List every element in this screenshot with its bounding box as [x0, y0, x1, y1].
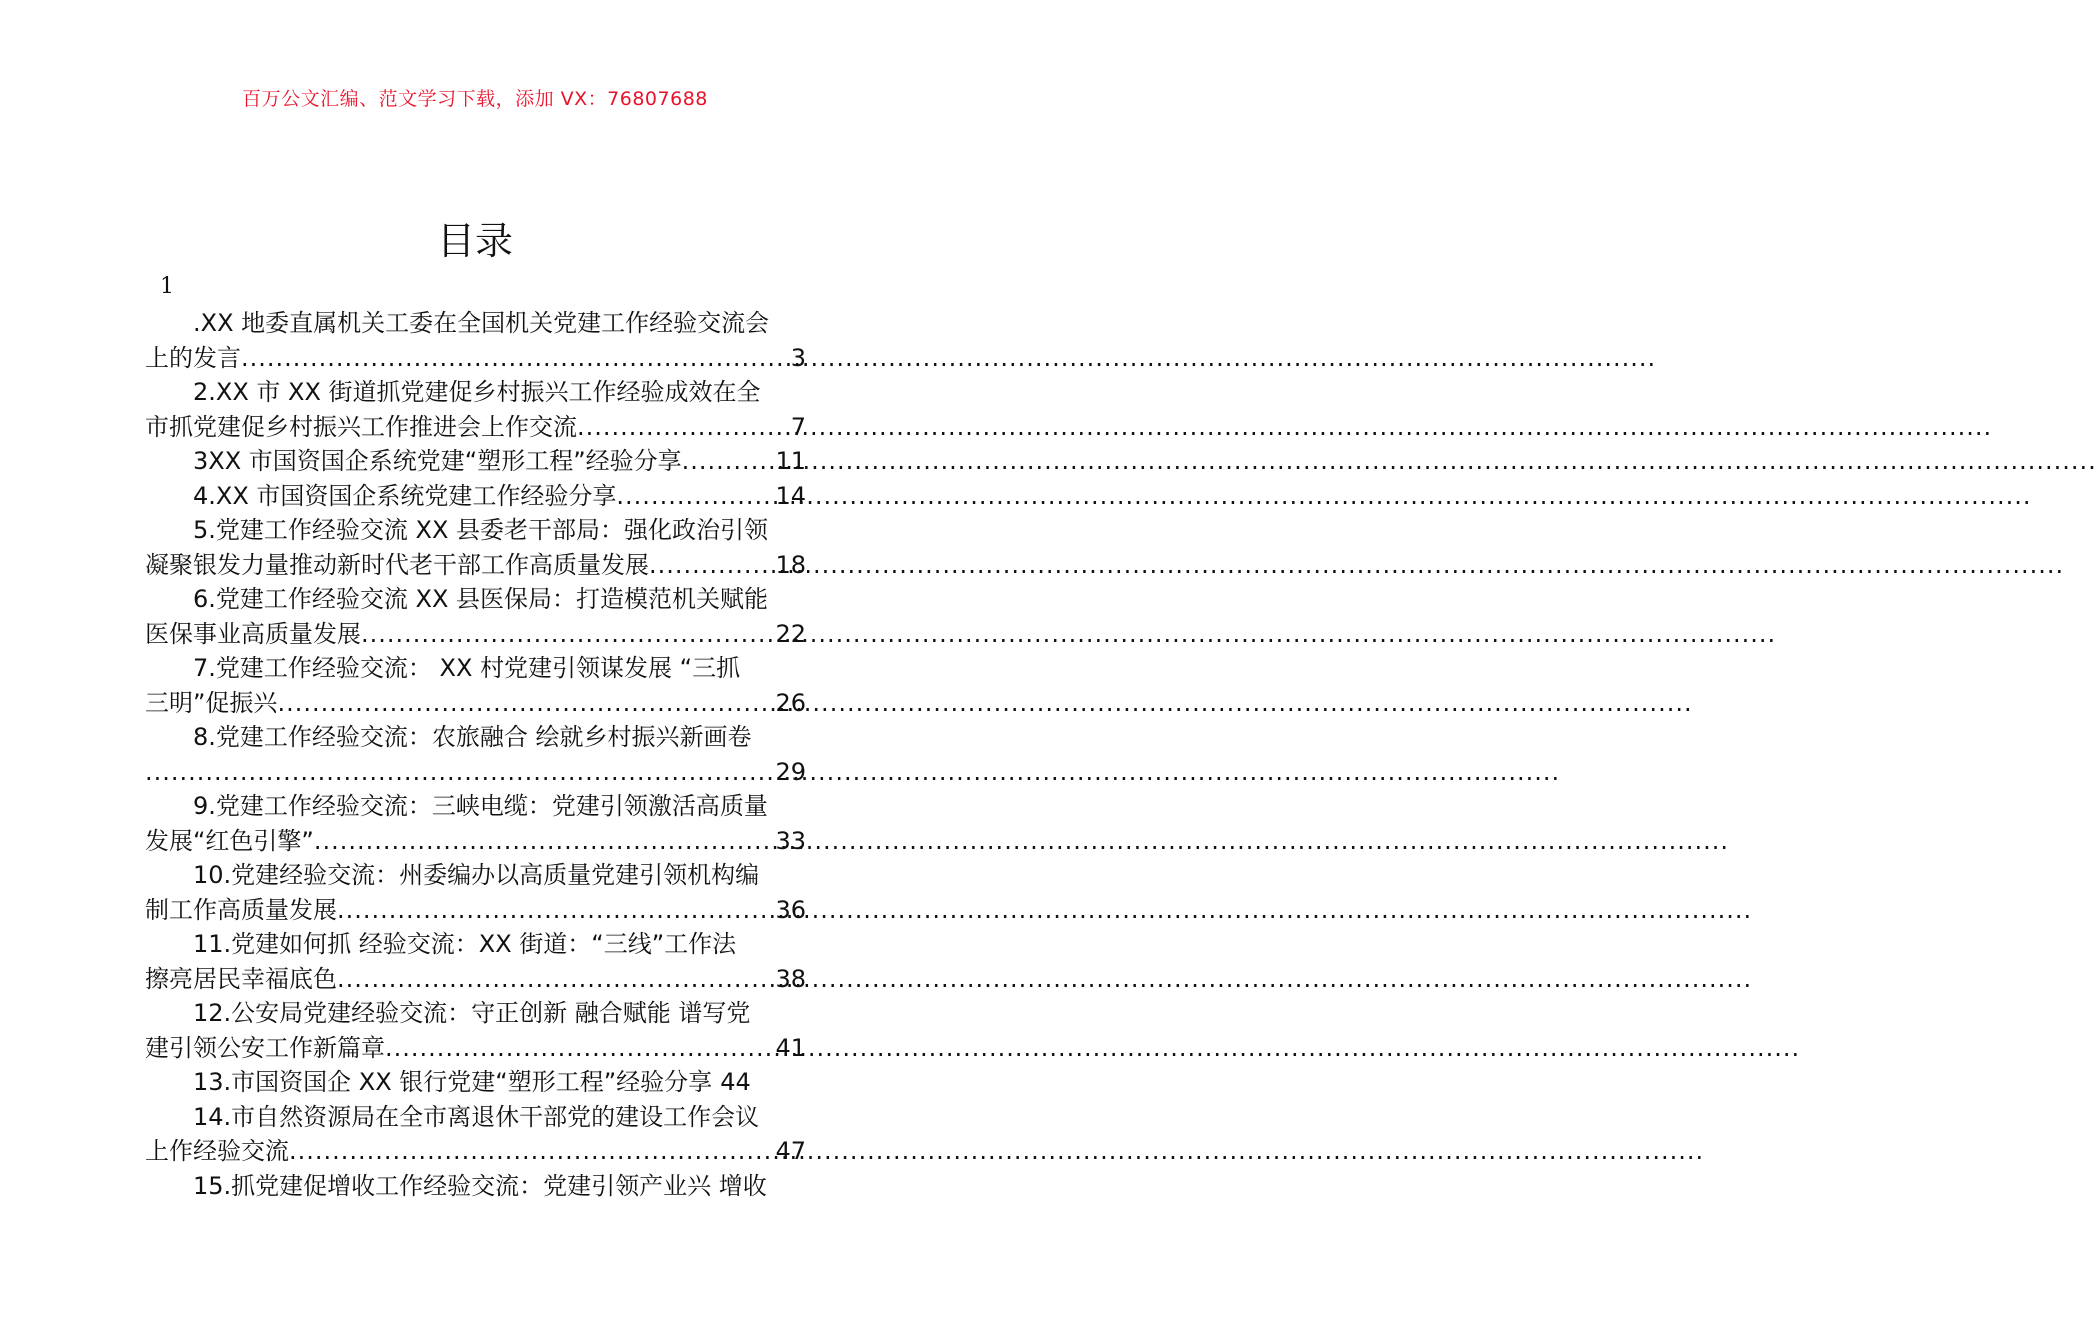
toc-leader-dots: [385, 1031, 773, 1066]
toc-page-number: 22: [775, 619, 806, 648]
toc-entry-line2: 市抓党建促乡村振兴工作推进会上作交流: [145, 412, 577, 441]
toc-leader-dots: [649, 548, 773, 583]
toc-entry-line2: 发展“红色引擎”: [145, 826, 314, 855]
toc-leader-dots: [361, 617, 773, 652]
toc-entry-line2: 3XX 市国资国企系统党建“塑形工程”经验分享: [193, 447, 682, 475]
toc-page-number: 44: [720, 1068, 751, 1096]
toc-leader-dots: [616, 479, 773, 514]
toc-entry-line1: 9.党建工作经验交流：三峡电缆：党建引领激活高质量: [193, 792, 768, 820]
toc-entry-line2: 医保事业高质量发展: [145, 619, 361, 648]
toc-page-number: 7: [790, 412, 806, 441]
toc-entry[interactable]: [145, 789, 806, 858]
toc-entry-line1: 10.党建经验交流：州委编办以高质量党建引领机构编: [193, 861, 760, 889]
toc-entry-line2: 擦亮居民幸福底色: [145, 964, 337, 993]
toc-page-number: 18: [775, 550, 806, 579]
toc-entry-line1: 7.党建工作经验交流： XX 村党建引领谋发展 “三抓: [193, 654, 741, 682]
toc-leader-dots: [337, 893, 773, 928]
toc-page-number: 33: [775, 826, 806, 855]
header-note: 百万公文汇编、范文学习下载，添加 VX：76807688: [242, 88, 708, 110]
toc-leader-dots: [337, 962, 773, 997]
toc-entry[interactable]: [145, 306, 806, 375]
toc-leader-dots: [289, 1134, 773, 1169]
toc-entry[interactable]: [145, 858, 806, 927]
toc-entry-line2: 凝聚银发力量推动新时代老干部工作高质量发展: [145, 550, 649, 579]
toc-entry-line2: 建引领公安工作新篇章: [145, 1033, 385, 1062]
toc-entry[interactable]: [145, 513, 806, 582]
toc-entry-line2: 三明”促振兴: [145, 688, 278, 717]
toc-page-number: 14: [775, 481, 806, 510]
toc-entry[interactable]: [145, 479, 806, 514]
toc-leader-dots: [682, 444, 774, 479]
toc-entry[interactable]: [145, 1169, 806, 1204]
toc-leader-dots: [241, 341, 789, 376]
toc-entry[interactable]: [145, 444, 806, 479]
page-title: 目录: [436, 219, 513, 263]
toc-page-number: 29: [775, 757, 806, 786]
toc-entry[interactable]: [145, 582, 806, 651]
toc-entry-line1: 14.市自然资源局在全市离退休干部党的建设工作会议: [193, 1102, 760, 1131]
toc-entry[interactable]: [145, 996, 806, 1065]
toc-page-number: 26: [775, 688, 806, 717]
toc-entry[interactable]: [145, 1065, 806, 1100]
toc-entry-line2: 4.XX 市国资国企系统党建工作经验分享: [193, 481, 617, 510]
toc-entry-line1: 2.XX 市 XX 街道抓党建促乡村振兴工作经验成效在全: [193, 378, 761, 406]
toc-page-number: 38: [775, 964, 806, 993]
toc-page-number: 47: [775, 1137, 806, 1165]
toc-entry[interactable]: [145, 651, 806, 720]
toc-leader-dots: [314, 824, 774, 859]
toc-entry[interactable]: [145, 375, 806, 444]
toc-leader-dots: [277, 686, 773, 721]
toc-entry-line2: 上作经验交流: [145, 1137, 289, 1165]
page-marker: 1: [160, 274, 174, 299]
toc-page-number: 3: [790, 343, 806, 372]
toc-entry-line1: 11.党建如何抓 经验交流：XX 街道：“三线”工作法: [193, 930, 737, 958]
toc-entry-line2: 制工作高质量发展: [145, 895, 337, 924]
toc-entry[interactable]: [145, 1100, 806, 1169]
toc-page-number: 36: [775, 895, 806, 924]
toc-entry-line1: 5.党建工作经验交流 XX 县委老干部局：强化政治引领: [193, 516, 769, 544]
toc-entry-line2: 13.市国资国企 XX 银行党建“塑形工程”经验分享: [193, 1068, 713, 1096]
toc-entry-line1: .XX 地委直属机关工委在全国机关党建工作经验交流会: [193, 309, 770, 337]
table-of-contents: [145, 306, 806, 1203]
toc-entry[interactable]: [145, 927, 806, 996]
toc-entry-line1: 15.抓党建促增收工作经验交流：党建引领产业兴 增收: [193, 1171, 767, 1200]
toc-entry-line2: 上的发言: [145, 343, 241, 372]
toc-page-number: 41: [775, 1033, 806, 1062]
toc-entry-line1: 12.公安局党建经验交流：守正创新 融合赋能 谱写党: [193, 999, 751, 1027]
toc-page-number: 11: [775, 447, 806, 475]
toc-leader-dots: [145, 755, 773, 790]
toc-entry-line1: 8.党建工作经验交流：农旅融合 绘就乡村振兴新画卷: [193, 723, 752, 751]
toc-leader-dots: [577, 410, 789, 445]
toc-entry[interactable]: [145, 720, 806, 789]
toc-entry-line1: 6.党建工作经验交流 XX 县医保局：打造模范机关赋能: [193, 585, 769, 613]
